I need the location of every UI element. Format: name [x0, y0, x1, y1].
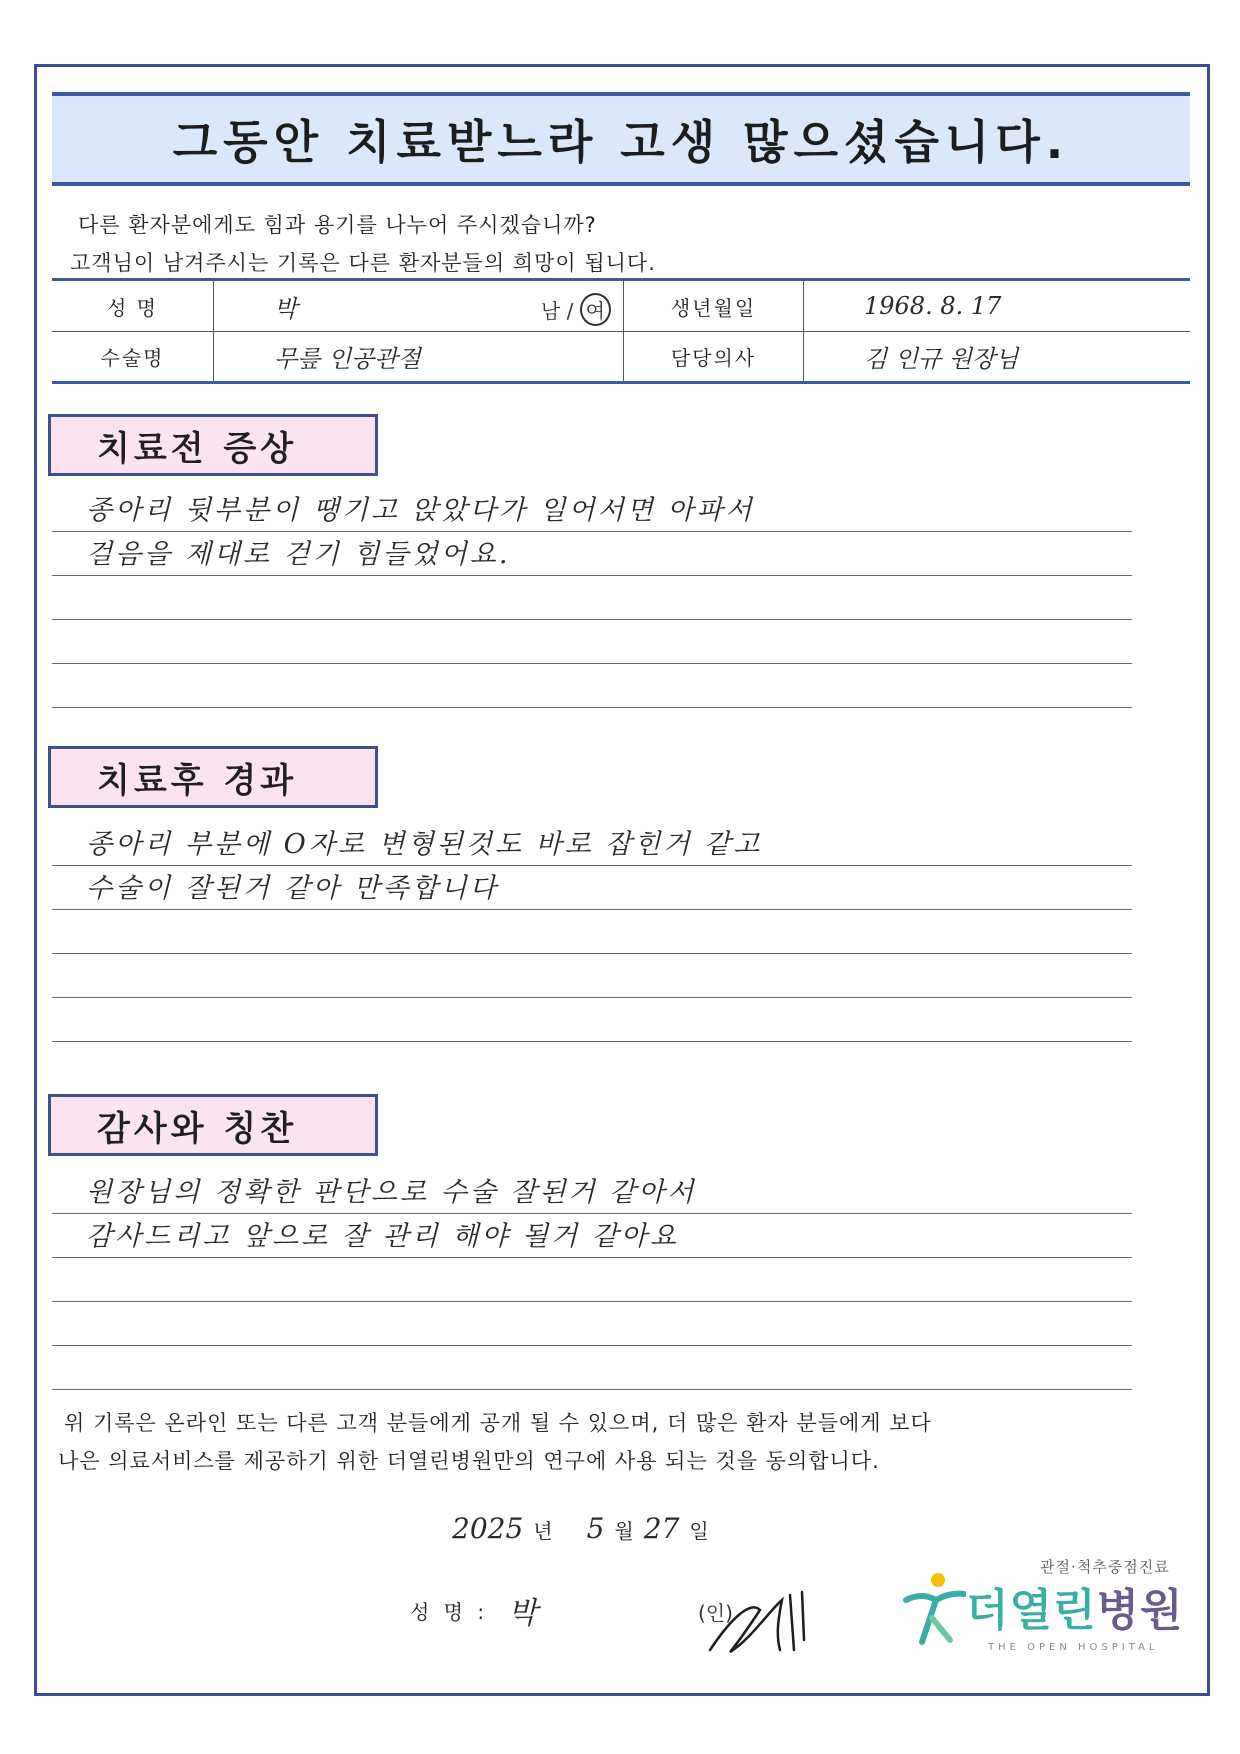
intro-line-1: 다른 환자분에게도 힘과 용기를 나누어 주시겠습니까?	[78, 213, 597, 237]
name-label: 성 명	[52, 281, 214, 331]
date-field[interactable]	[452, 1512, 709, 1545]
title-banner	[52, 92, 1190, 186]
writing-line	[52, 910, 1132, 954]
consent-line-1: 위 기록은 온라인 또는 다른 고객 분들에게 공개 될 수 있으며, 더 많은 환자 분들에게 보다	[64, 1411, 932, 1435]
handwritten-text: 걸음을 제대로 걷기 힘들었어요.	[86, 539, 511, 570]
surgery-label: 수술명	[52, 332, 214, 381]
signature-name: 박	[508, 1596, 542, 1631]
intro-line-2: 고객님이 남겨주시는 기록은 다른 환자분들의 희망이 됩니다.	[70, 251, 656, 275]
intro-text	[70, 206, 1170, 282]
logo-subtitle: 관절·척추중점진료	[1040, 1558, 1170, 1576]
handwritten-text: 종아리 뒷부분이 땡기고 앉았다가 일어서면 아파서	[86, 495, 755, 526]
logo-english: THE OPEN HOSPITAL	[988, 1642, 1159, 1653]
writing-line	[52, 822, 1132, 866]
writing-line	[52, 998, 1132, 1042]
doctor-label: 담당의사	[624, 332, 804, 381]
name-value: 박	[274, 294, 298, 323]
section-thanks-lines[interactable]	[52, 1170, 1132, 1390]
section-after-lines[interactable]	[52, 822, 1132, 1042]
section-before-label: 치료전 증상	[48, 414, 378, 476]
section-thanks-label: 감사와 칭찬	[48, 1094, 378, 1156]
doctor-field[interactable]	[804, 332, 1190, 381]
section-after-label: 치료후 경과	[48, 746, 378, 808]
gender-male: 남 /	[540, 299, 574, 323]
writing-line	[52, 866, 1132, 910]
date-year: 2025	[452, 1512, 524, 1545]
surgery-field[interactable]	[214, 332, 624, 381]
logo-name-part1: 더열린	[966, 1585, 1097, 1636]
consent-text	[58, 1404, 1168, 1480]
signature-field[interactable]	[410, 1588, 541, 1632]
date-year-unit: 년	[533, 1519, 553, 1543]
date-day: 27	[643, 1512, 680, 1545]
gender-field	[541, 293, 611, 326]
date-day-unit: 일	[689, 1519, 709, 1543]
section-before-lines[interactable]	[52, 488, 1132, 708]
doctor-value: 김 인규 원장님	[864, 345, 1019, 373]
date-month: 5	[586, 1512, 605, 1545]
birth-field[interactable]	[804, 281, 1190, 331]
writing-line	[52, 576, 1132, 620]
writing-line	[52, 620, 1132, 664]
signature-label: 성 명 :	[410, 1599, 489, 1624]
date-month-unit: 월	[614, 1519, 634, 1543]
name-field[interactable]	[214, 281, 624, 331]
writing-line	[52, 488, 1132, 532]
writing-line	[52, 954, 1132, 998]
logo-name	[966, 1574, 1184, 1638]
patient-info-table	[52, 278, 1190, 384]
logo-name-part2: 병원	[1096, 1585, 1184, 1636]
handwritten-signature	[690, 1580, 820, 1660]
hospital-logo	[902, 1556, 1192, 1676]
gender-female-circled: 여	[580, 293, 611, 326]
consent-line-2: 나은 의료서비스를 제공하기 위한 더열린병원만의 연구에 사용 되는 것을 동의합니다.	[58, 1449, 880, 1473]
hospital-logo-icon	[902, 1570, 966, 1650]
handwritten-text: 수술이 잘된거 같아 만족합니다	[86, 873, 499, 904]
birth-value: 1968. 8. 17	[864, 292, 1002, 320]
info-row-1	[52, 281, 1190, 331]
page-title: 그동안 치료받느라 고생 많으셨습니다.	[172, 115, 1070, 169]
writing-line	[52, 1302, 1132, 1346]
writing-line	[52, 1346, 1132, 1390]
birth-label: 생년월일	[624, 281, 804, 331]
writing-line	[52, 1214, 1132, 1258]
writing-line	[52, 532, 1132, 576]
writing-line	[52, 664, 1132, 708]
handwritten-text: 감사드리고 앞으로 잘 관리 해야 될거 같아요	[86, 1221, 679, 1252]
handwritten-text: 원장님의 정확한 판단으로 수술 잘된거 같아서	[86, 1177, 697, 1208]
seal-mark-text: (인)	[698, 1601, 733, 1625]
info-row-2	[52, 331, 1190, 381]
handwritten-text: 종아리 부분에 O자로 변형된것도 바로 잡힌거 같고	[86, 829, 763, 860]
surgery-value: 무릎 인공관절	[274, 345, 421, 373]
writing-line	[52, 1170, 1132, 1214]
writing-line	[52, 1258, 1132, 1302]
